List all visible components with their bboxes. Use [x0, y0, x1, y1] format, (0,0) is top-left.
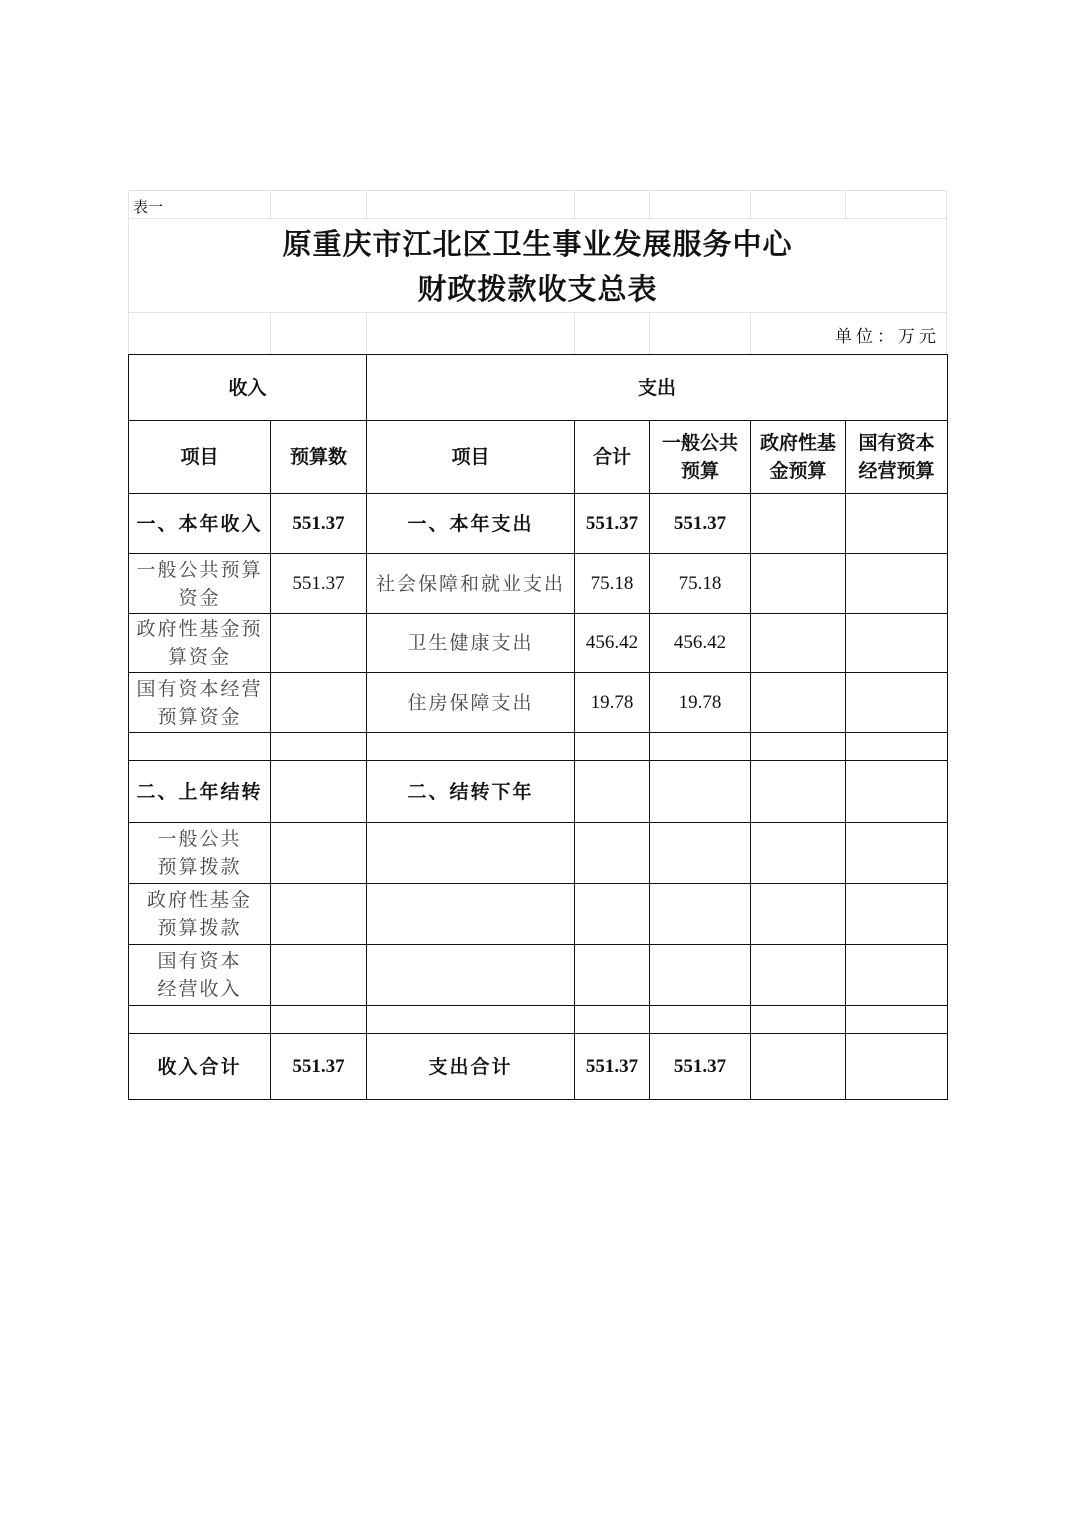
unit-label: 单位：万元 — [835, 327, 940, 347]
expense-gov-fund — [751, 494, 846, 554]
expense-general: 551.37 — [650, 494, 751, 554]
empty-cell — [751, 884, 846, 945]
empty-cell — [367, 1006, 575, 1034]
empty-cell — [650, 884, 751, 945]
col-gov-fund-budget — [751, 421, 846, 494]
income-value — [271, 673, 367, 733]
income-item-current-year: 一、本年收入 — [129, 494, 271, 554]
title-line-2: 财政拨款收支总表 — [417, 272, 658, 306]
income-item-l1: 政府性基金 — [146, 889, 252, 911]
col-budget-amount: 预算数 — [271, 421, 367, 494]
gridline — [128, 312, 947, 313]
gridline — [750, 312, 751, 354]
income-item-l1: 国有资本经营 — [136, 677, 263, 700]
expense-gov-fund — [751, 761, 846, 823]
empty-cell — [575, 1006, 650, 1034]
empty-cell — [129, 733, 271, 761]
empty-cell — [846, 1006, 948, 1034]
expense-item: 社会保障和就业支出 — [367, 554, 575, 614]
totals-row — [129, 1034, 948, 1100]
income-item — [129, 945, 271, 1006]
gridline — [366, 190, 367, 218]
empty-cell — [367, 945, 575, 1006]
income-item-l1: 一般公共 — [157, 828, 242, 850]
income-item-l2: 算资金 — [167, 646, 231, 668]
empty-cell — [271, 884, 367, 945]
col-gov-fund-l2: 金预算 — [769, 460, 827, 482]
expense-item: 卫生健康支出 — [367, 614, 575, 673]
expense-state-capital-total — [846, 1034, 948, 1100]
income-header: 收入 — [129, 355, 367, 421]
expense-gov-fund — [751, 614, 846, 673]
table-row — [129, 673, 948, 733]
col-total: 合计 — [575, 421, 650, 494]
gridline — [128, 190, 947, 191]
empty-cell — [271, 1006, 367, 1034]
table-label: 表一 — [133, 198, 164, 216]
col-income-item: 项目 — [129, 421, 271, 494]
expense-total: 75.18 — [575, 554, 650, 614]
income-item-l2: 经营收入 — [157, 978, 242, 1000]
expense-total: 456.42 — [575, 614, 650, 673]
income-item-carryover: 二、上年结转 — [129, 761, 271, 823]
empty-cell — [271, 823, 367, 884]
expense-total — [575, 761, 650, 823]
income-item-l1: 政府性基金预 — [136, 618, 263, 640]
empty-cell — [650, 1006, 751, 1034]
empty-cell — [751, 733, 846, 761]
table-row — [129, 614, 948, 673]
expense-general — [650, 761, 751, 823]
income-value: 551.37 — [271, 494, 367, 554]
col-gov-fund-l1: 政府性基 — [760, 432, 837, 454]
income-item — [129, 673, 271, 733]
gridline — [574, 312, 575, 354]
gridline — [845, 190, 846, 218]
empty-cell — [367, 823, 575, 884]
empty-cell — [650, 945, 751, 1006]
table-row — [129, 494, 948, 554]
gridline — [270, 312, 271, 354]
table-row-empty — [129, 1006, 948, 1034]
column-header-row — [129, 421, 948, 494]
gridline — [128, 218, 947, 219]
table-row — [129, 823, 948, 884]
income-value — [271, 614, 367, 673]
budget-summary-table — [128, 354, 948, 1100]
empty-cell — [751, 1006, 846, 1034]
empty-cell — [271, 733, 367, 761]
col-state-capital-l1: 国有资本 — [858, 432, 935, 454]
col-general-budget — [650, 421, 751, 494]
income-value — [271, 761, 367, 823]
table-row — [129, 554, 948, 614]
gridline — [649, 190, 650, 218]
empty-cell — [129, 1006, 271, 1034]
col-state-capital-budget — [846, 421, 948, 494]
title-line-1: 原重庆市江北区卫生事业发展服务中心 — [282, 227, 793, 261]
expense-gov-fund — [751, 554, 846, 614]
expense-state-capital — [846, 614, 948, 673]
table-row — [129, 884, 948, 945]
expense-total-label: 支出合计 — [367, 1034, 575, 1100]
expense-total: 551.37 — [575, 494, 650, 554]
expense-general: 456.42 — [650, 614, 751, 673]
gridline — [574, 190, 575, 218]
income-item-l2: 预算拨款 — [157, 856, 242, 878]
expense-general: 75.18 — [650, 554, 751, 614]
empty-cell — [846, 945, 948, 1006]
expense-total: 19.78 — [575, 673, 650, 733]
expense-state-capital — [846, 761, 948, 823]
empty-cell — [367, 733, 575, 761]
empty-cell — [650, 733, 751, 761]
expense-gov-fund-total — [751, 1034, 846, 1100]
col-expense-item: 项目 — [367, 421, 575, 494]
empty-cell — [367, 884, 575, 945]
income-item-l1: 国有资本 — [157, 950, 242, 972]
col-general-budget-l2: 预算 — [681, 460, 720, 482]
expense-state-capital — [846, 554, 948, 614]
gridline — [366, 312, 367, 354]
income-item-l2: 预算资金 — [157, 705, 242, 728]
gridline — [649, 312, 650, 354]
empty-cell — [650, 823, 751, 884]
expense-gov-fund — [751, 673, 846, 733]
gridline — [750, 190, 751, 218]
expense-state-capital — [846, 494, 948, 554]
income-item — [129, 614, 271, 673]
empty-cell — [846, 884, 948, 945]
gridline — [270, 190, 271, 218]
empty-cell — [751, 823, 846, 884]
empty-cell — [575, 823, 650, 884]
section-header-row — [129, 355, 948, 421]
income-item — [129, 823, 271, 884]
expense-general: 19.78 — [650, 673, 751, 733]
empty-cell — [751, 945, 846, 1006]
empty-cell — [846, 823, 948, 884]
income-item-l2: 预算拨款 — [157, 917, 242, 939]
empty-cell — [575, 945, 650, 1006]
empty-cell — [846, 733, 948, 761]
income-item — [129, 884, 271, 945]
empty-cell — [575, 733, 650, 761]
table-row — [129, 761, 948, 823]
income-total-label: 收入合计 — [129, 1034, 271, 1100]
income-item — [129, 554, 271, 614]
expense-state-capital — [846, 673, 948, 733]
expense-item-carry-forward: 二、结转下年 — [367, 761, 575, 823]
empty-cell — [271, 945, 367, 1006]
income-value: 551.37 — [271, 554, 367, 614]
empty-cell — [575, 884, 650, 945]
table-row — [129, 945, 948, 1006]
income-item-l1: 一般公共预算 — [136, 558, 263, 581]
col-general-budget-l1: 一般公共 — [662, 432, 739, 454]
income-item-l2: 资金 — [178, 586, 221, 609]
col-state-capital-l2: 经营预算 — [858, 460, 935, 482]
table-row-empty — [129, 733, 948, 761]
page-title — [128, 222, 947, 312]
expense-header: 支出 — [367, 355, 948, 421]
expense-item-current-year: 一、本年支出 — [367, 494, 575, 554]
income-total-value: 551.37 — [271, 1034, 367, 1100]
expense-total-value: 551.37 — [575, 1034, 650, 1100]
expense-general-total: 551.37 — [650, 1034, 751, 1100]
expense-item: 住房保障支出 — [367, 673, 575, 733]
